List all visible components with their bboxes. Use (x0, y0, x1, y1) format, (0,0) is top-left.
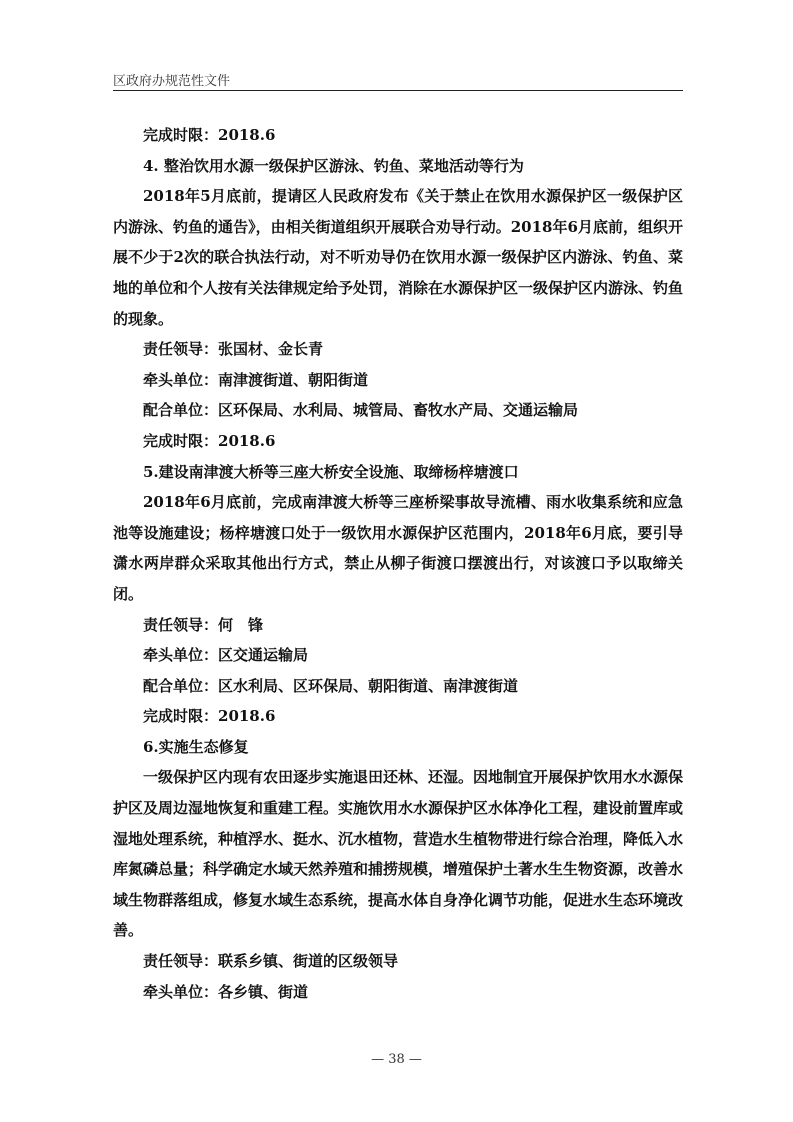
body-paragraph: 一级保护区内现有农田逐步实施退田还林、还湿。因地制宜开展保护饮用水水源保护区及周边湿地恢复和重建工程。实施饮用水水源保护区水体净化工程，建设前置库或湿地处理系统，种植浮水、挺水、沉水植物，营造水生植物带进行综合治理，降低入水库氮磷总量；科学确定水域天然养殖和捕捞规模，增殖保护土著水生生物资源，改善水域生物群落组成，修复水域生态系统，提高水体自身净化调节功能，促进水生态环境改善。 (113, 768, 684, 940)
body-paragraph: 2018年6月底前，完成南津渡大桥等三座桥梁事故导流槽、雨水收集系统和应急池等设施建设；杨梓塘渡口处于一级饮用水源保护区范围内，2018年6月底，要引导潇水两岸群众采取其他出行方式，禁止从柳子街渡口摆渡出行，对该渡口予以取缔关闭。 (113, 493, 683, 603)
document-body (113, 120, 683, 1007)
deadline-text: 完成时限：2018.6 (143, 431, 276, 450)
lead-unit: 牵头单位：南津渡街道、朝阳街道 (143, 370, 369, 389)
section-heading-6: 6.实施生态修复 (143, 737, 249, 756)
cooperating-units: 配合单位：区环保局、水利局、城管局、畜牧水产局、交通运输局 (143, 401, 579, 420)
body-paragraph: 2018年5月底前，提请区人民政府发布《关于禁止在饮用水源保护区一级保护区内游泳、钓鱼的通告》，由相关街道组织开展联合劝导行动。2018年6月底前，组织开展不少于2次的联合执法行动，对不听劝导仍在饮用水源一级保护区内游泳、钓鱼、菜地的单位和个人按有关法律规定给予处罚，消除在水源保护区一级保护区内游泳、钓鱼的现象。 (113, 187, 684, 328)
section-heading-4: 4. 整治饮用水源一级保护区游泳、钓鱼、菜地活动等行为 (143, 156, 524, 175)
deadline-text: 完成时限：2018.6 (143, 707, 276, 726)
cooperating-units: 配合单位：区水利局、区环保局、朝阳街道、南津渡街道 (143, 676, 519, 695)
document-header: 区政府办规范性文件 (113, 74, 231, 89)
responsible-leader: 责任领导：联系乡镇、街道的区级领导 (143, 952, 399, 971)
lead-unit: 牵头单位：各乡镇、街道 (143, 982, 309, 1001)
responsible-leader: 责任领导：张国材、金长青 (143, 340, 324, 359)
lead-unit: 牵头单位：区交通运输局 (143, 646, 309, 665)
deadline-text: 完成时限：2018.6 (143, 126, 276, 144)
responsible-leader: 责任领导：何 锋 (143, 615, 264, 634)
header-rule (113, 90, 683, 91)
section-heading-5: 5.建设南津渡大桥等三座大桥安全设施、取缔杨梓塘渡口 (143, 462, 519, 481)
page-number: — 38 — (371, 1052, 422, 1067)
